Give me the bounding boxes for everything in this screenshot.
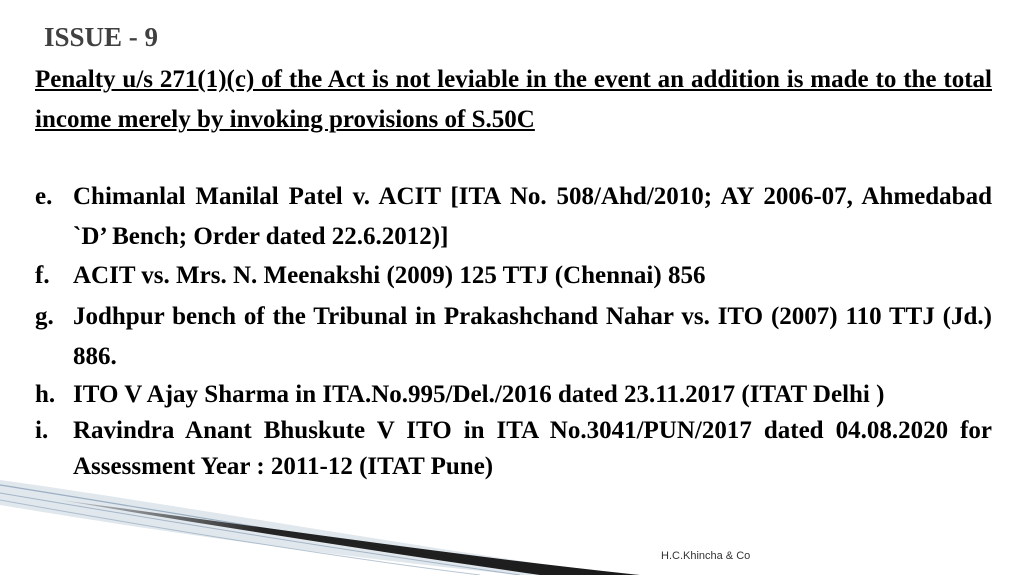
case-citation: Ravindra Anant Bhuskute V ITO in ITA No.3041/PUN/2017 dated 04.08.2020 for Assessment Year : 2011-12 (ITAT Pune) [73,417,992,480]
case-citation: Chimanlal Manilal Patel v. ACIT [ITA No. 508/Ahd/2010; AY 2006-07, Ahmedabad `D’ Bench; Order dated 22.6.2012)] [73,183,992,250]
list-marker: f. [35,262,50,289]
slide-title: ISSUE - 9 [44,22,159,52]
footer-credit: H.C.Khincha & Co [661,550,751,562]
swoosh-light-band [0,480,620,575]
list-item [35,256,992,296]
list-marker: h. [35,381,56,408]
swoosh-light-line-2 [0,493,520,575]
case-list [35,177,992,485]
list-item [35,297,992,377]
list-marker: e. [35,183,53,210]
list-item [35,177,992,257]
list-marker: i. [35,417,49,444]
case-citation: ITO V Ajay Sharma in ITA.No.995/Del./2016 dated 23.11.2017 (ITAT Delhi ) [73,381,885,408]
list-marker: g. [35,303,54,330]
list-item [35,377,992,412]
swoosh-light-line-1 [0,485,560,575]
list-item [35,413,992,485]
swoosh-light-line-3 [0,500,480,575]
case-citation: Jodhpur bench of the Tribunal in Prakashchand Nahar vs. ITO (2007) 110 TTJ (Jd.) 886. [73,303,992,370]
issue-heading: Penalty u/s 271(1)(c) of the Act is not leviable in the event an addition is made to the total income merely by invoking provisions of S.50C [35,66,992,133]
case-citation: ACIT vs. Mrs. N. Meenakshi (2009) 125 TTJ (Chennai) 856 [73,262,706,289]
swoosh-dark-wedge [60,500,640,575]
